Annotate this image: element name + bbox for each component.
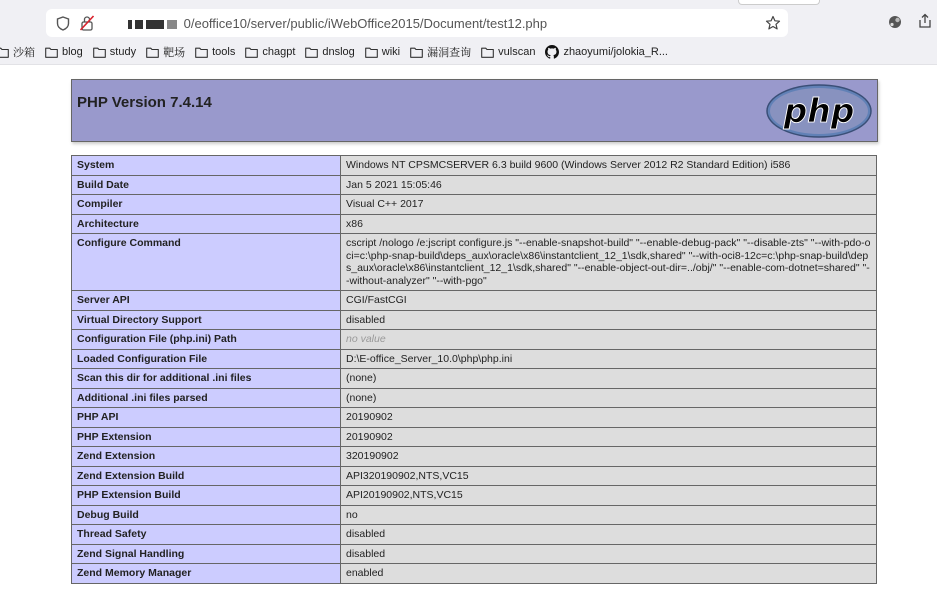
row-value: 20190902 (341, 408, 877, 428)
row-value: Windows NT CPSMCSERVER 6.3 build 9600 (Windows Server 2012 R2 Standard Edition) i586 (341, 156, 877, 176)
bookmark-item[interactable] (545, 45, 668, 59)
row-key: System (72, 156, 341, 176)
row-value: D:\E-office_Server_10.0\php\php.ini (341, 349, 877, 369)
address-bar[interactable] (46, 9, 788, 37)
bookmark-item[interactable] (410, 44, 471, 60)
table-row (72, 466, 877, 486)
row-key: Zend Memory Manager (72, 564, 341, 584)
bookmark-label: tools (212, 46, 236, 58)
url-text[interactable] (128, 16, 547, 31)
row-value: CGI/FastCGI (341, 291, 877, 311)
bookmark-item[interactable] (481, 46, 535, 58)
folder-icon (245, 47, 258, 58)
table-row (72, 427, 877, 447)
browser-toolbar (0, 0, 937, 40)
folder-icon (410, 47, 423, 58)
row-value: cscript /nologo /e:jscript configure.js "--enable-snapshot-build" "--enable-debug-pack" "--disable-zts" "--with-pdo-oci=c:\php-snap-build\deps_aux\oracle\x86\instantclient_12_1\sdk,shared" "--with-oci8-12c=c:\php-snap-build\deps_aux\oracle\x86\instantclient_12_1\sdk,shared" "--enable-object-out-dir=../obj/" "--enable-com-dotnet=shared" "--without-analyzer" "--with-pgo" (341, 234, 877, 291)
row-value: Visual C++ 2017 (341, 195, 877, 215)
row-key: Virtual Directory Support (72, 310, 341, 330)
bookmark-label: 漏洞查询 (427, 47, 472, 59)
table-row (72, 330, 877, 350)
php-version-header (71, 79, 878, 142)
row-key: Thread Safety (72, 525, 341, 545)
row-key: Zend Signal Handling (72, 544, 341, 564)
row-value: 20190902 (341, 427, 877, 447)
bookmark-label: wiki (381, 46, 401, 58)
row-value: no value (341, 330, 877, 350)
row-value: no (341, 505, 877, 525)
bookmark-label: blog (62, 46, 83, 58)
url-path: 0/eoffice10/server/public/iWebOffice2015/Document/test12.php (183, 16, 548, 31)
row-key: Scan this dir for additional .ini files (72, 369, 341, 389)
bookmark-label: zhaoyumi/jolokia_R... (563, 46, 668, 58)
table-row (72, 408, 877, 428)
page-content (0, 65, 937, 590)
table-row (72, 175, 877, 195)
row-key: Additional .ini files parsed (72, 388, 341, 408)
row-key: PHP Extension Build (72, 486, 341, 506)
row-key: Build Date (72, 175, 341, 195)
folder-icon (481, 47, 494, 58)
row-key: Zend Extension (72, 447, 341, 467)
share-icon[interactable] (916, 12, 934, 30)
extension-icon[interactable] (886, 13, 904, 31)
bookmark-item[interactable] (305, 46, 354, 58)
table-row (72, 369, 877, 389)
row-value: x86 (341, 214, 877, 234)
folder-icon (0, 47, 9, 58)
php-info-table (71, 155, 877, 584)
row-key: Configuration File (php.ini) Path (72, 330, 341, 350)
row-value: enabled (341, 564, 877, 584)
table-row (72, 349, 877, 369)
table-row (72, 564, 877, 584)
table-row (72, 310, 877, 330)
bookmark-star-icon[interactable] (764, 14, 782, 32)
row-value: API20190902,NTS,VC15 (341, 486, 877, 506)
row-value: (none) (341, 388, 877, 408)
bookmark-item[interactable] (93, 46, 136, 58)
bookmark-label: 沙箱 (13, 47, 35, 59)
row-key: Debug Build (72, 505, 341, 525)
table-row (72, 195, 877, 215)
folder-icon (45, 47, 58, 58)
table-row (72, 447, 877, 467)
row-key: PHP Extension (72, 427, 341, 447)
table-row (72, 486, 877, 506)
bookmark-item[interactable] (45, 46, 83, 58)
row-key: Zend Extension Build (72, 466, 341, 486)
table-row (72, 505, 877, 525)
bookmark-label: study (109, 46, 137, 58)
table-row (72, 388, 877, 408)
table-row (72, 544, 877, 564)
table-row (72, 214, 877, 234)
row-key: PHP API (72, 408, 341, 428)
row-key: Configure Command (72, 234, 341, 291)
page-title: PHP Version 7.4.14 (77, 94, 212, 111)
row-value: 320190902 (341, 447, 877, 467)
row-key: Loaded Configuration File (72, 349, 341, 369)
php-logo-text: php (783, 91, 855, 130)
folder-icon (93, 47, 106, 58)
table-row (72, 156, 877, 176)
shield-icon[interactable] (55, 15, 71, 31)
folder-icon (195, 47, 208, 58)
bookmark-label: vulscan (498, 46, 536, 58)
bookmark-label: dnslog (322, 46, 355, 58)
row-value: Jan 5 2021 15:05:46 (341, 175, 877, 195)
github-icon (545, 45, 559, 59)
bookmark-label: 靶场 (163, 47, 186, 59)
row-value: (none) (341, 369, 877, 389)
row-value: disabled (341, 310, 877, 330)
folder-icon (146, 47, 159, 58)
bookmark-item[interactable] (365, 46, 400, 58)
php-logo-icon[interactable] (765, 83, 873, 139)
table-row (72, 234, 877, 291)
row-value: API320190902,NTS,VC15 (341, 466, 877, 486)
redacted-host (128, 16, 184, 31)
table-row (72, 525, 877, 545)
table-row (72, 291, 877, 311)
row-value: disabled (341, 525, 877, 545)
row-key: Server API (72, 291, 341, 311)
bookmark-item[interactable] (146, 44, 185, 60)
bookmark-item[interactable] (195, 46, 235, 58)
row-key: Architecture (72, 214, 341, 234)
row-value: disabled (341, 544, 877, 564)
top-popup-edge (738, 0, 820, 5)
folder-icon (305, 47, 318, 58)
bookmarks-bar (0, 40, 937, 65)
bookmark-label: chagpt (262, 46, 296, 58)
no-tracking-icon[interactable] (79, 14, 95, 32)
bookmark-item[interactable] (0, 44, 35, 60)
folder-icon (365, 47, 378, 58)
bookmark-item[interactable] (245, 46, 295, 58)
row-key: Compiler (72, 195, 341, 215)
